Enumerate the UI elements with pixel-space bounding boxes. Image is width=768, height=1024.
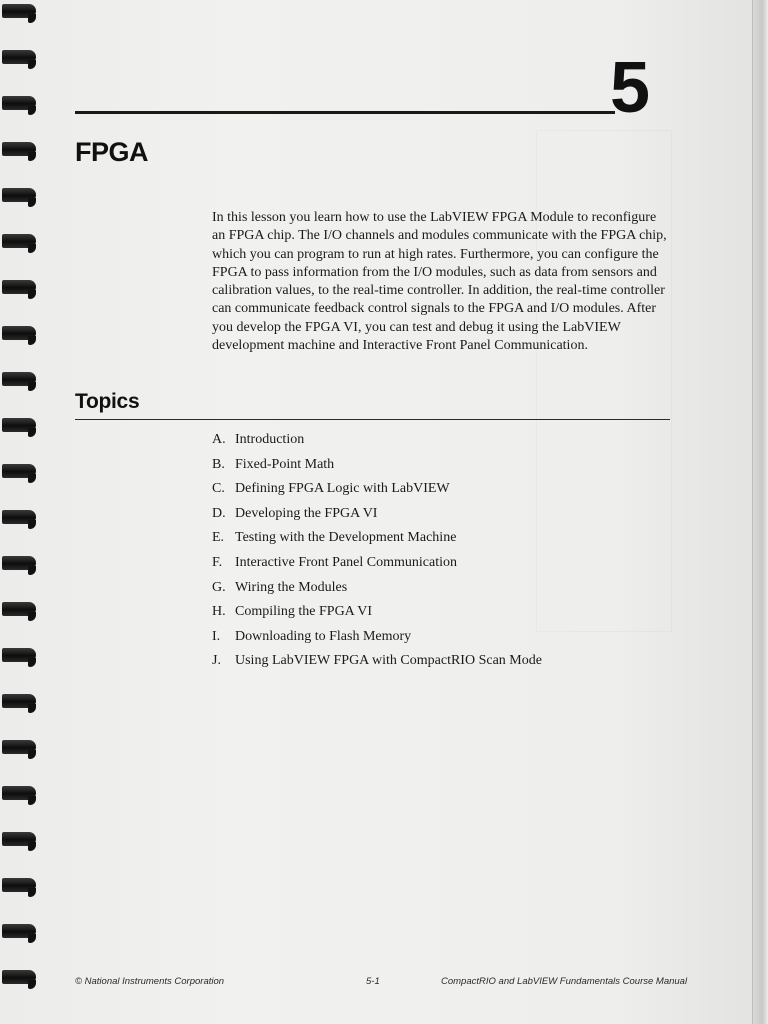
topic-letter: B. [212, 456, 225, 472]
spiral-coil [2, 326, 36, 340]
topic-letter: A. [212, 432, 226, 447]
spiral-coil [2, 648, 36, 662]
topic-label: Testing with the Development Machine [235, 530, 457, 546]
spiral-coil [2, 372, 36, 386]
topic-label: Introduction [235, 432, 305, 447]
topic-letter: I. [212, 628, 221, 644]
topic-letter: H. [212, 604, 226, 620]
topic-letter: G. [212, 579, 226, 595]
topic-label: Developing the FPGA VI [235, 505, 378, 521]
topic-item [212, 502, 542, 527]
footer-page-number: 5-1 [366, 976, 380, 987]
topic-item [212, 576, 542, 601]
spiral-coil [2, 786, 36, 800]
chapter-title: FPGA [75, 137, 149, 167]
spiral-coil [2, 556, 36, 570]
topic-letter: E. [212, 530, 225, 546]
topic-letter: F. [212, 554, 223, 570]
chapter-number: 5 [610, 48, 651, 128]
topic-label: Using LabVIEW FPGA with CompactRIO Scan Mode [235, 653, 542, 669]
spiral-coil [2, 188, 36, 202]
topic-item [212, 625, 542, 650]
topic-item [212, 477, 542, 502]
topics-list [212, 428, 542, 674]
topics-rule [75, 419, 670, 420]
topic-item [212, 551, 542, 576]
spiral-coil [2, 970, 36, 984]
spiral-coil [2, 694, 36, 708]
spiral-coil [2, 50, 36, 64]
spiral-coil [2, 418, 36, 432]
spiral-coil [2, 510, 36, 524]
topic-letter: J. [212, 653, 221, 669]
topic-item [212, 526, 542, 551]
spiral-coil [2, 832, 36, 846]
spiral-coil [2, 878, 36, 892]
page-stack-edge [752, 0, 768, 1024]
topic-item [212, 453, 542, 478]
topic-label: Fixed-Point Math [235, 456, 335, 472]
spiral-coil [2, 280, 36, 294]
topic-label: Interactive Front Panel Communication [235, 554, 458, 570]
topic-label: Wiring the Modules [235, 579, 348, 595]
spiral-binding [0, 0, 44, 1024]
spiral-coil [2, 464, 36, 478]
topic-item [212, 649, 542, 674]
bleed-through-shadow [536, 130, 672, 632]
spiral-coil [2, 740, 36, 754]
topic-letter: D. [212, 505, 226, 521]
spiral-coil [2, 142, 36, 156]
topic-item [212, 428, 542, 453]
spiral-coil [2, 602, 36, 616]
topic-item [212, 600, 542, 625]
topic-letter: C. [212, 481, 225, 497]
spiral-coil [2, 4, 36, 18]
topics-heading: Topics [75, 390, 140, 413]
intro-paragraph: In this lesson you learn how to use the LabVIEW FPGA Module to reconfigure an FPGA chip. The I/O channels and modules communicate with the FPGA chip, which you can program to run at high rates. Furthermore, you can configure the FPGA to pass information from the I/O modules, such as data from sensors and calibration values, to the real-time controller. In addition, the real-time controller can communicate feedback control signals to the FPGA and I/O modules. After you develop the FPGA VI, you can test and debug it using the LabVIEW development machine and Interactive Front Panel Communication. [212, 210, 667, 354]
spiral-coil [2, 924, 36, 938]
topic-label: Downloading to Flash Memory [235, 628, 412, 644]
footer-manual-title: CompactRIO and LabVIEW Fundamentals Course Manual [441, 976, 688, 987]
chapter-rule [75, 111, 615, 114]
topic-label: Defining FPGA Logic with LabVIEW [235, 481, 450, 497]
footer-copyright: © National Instruments Corporation [75, 976, 225, 987]
spiral-coil [2, 234, 36, 248]
topic-label: Compiling the FPGA VI [235, 604, 373, 620]
spiral-coil [2, 96, 36, 110]
